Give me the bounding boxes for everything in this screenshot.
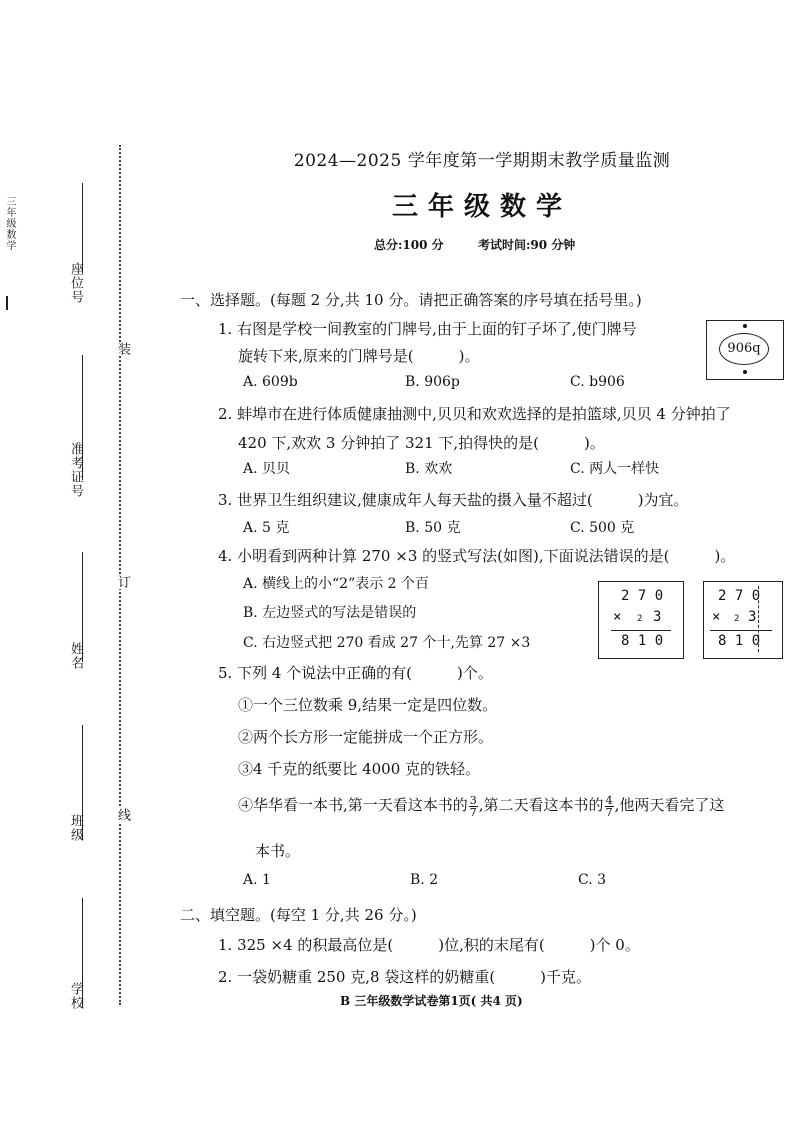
- vertical-calc-right: [703, 581, 783, 659]
- s2-q2: 2. 一袋奶糖重 250 克,8 袋这样的奶糖重( )千克。: [218, 968, 592, 986]
- subject-title: 三年级数学: [391, 192, 572, 222]
- seat-label: 座位号: [68, 262, 83, 304]
- frac2-denominator: 7: [605, 805, 613, 819]
- frac2-numerator: 4: [605, 793, 613, 807]
- class-label: 班级: [68, 814, 83, 842]
- q5-option-a: A. 1: [243, 872, 271, 888]
- ticket-label: 准考证号: [68, 442, 83, 498]
- binding-mark-xian: 线: [115, 808, 130, 822]
- calc-right-product: 8 1 0: [718, 633, 761, 649]
- calc-left-multiplicand: 2 7 0: [621, 588, 664, 604]
- frac1-numerator: 3: [469, 793, 477, 807]
- q5-statement-4: [238, 794, 724, 818]
- calc-right-carry: 2: [734, 614, 740, 624]
- fraction-4-7: [605, 795, 614, 818]
- binding-mark-zhuang: 装: [115, 342, 130, 356]
- q5-statement-1: ①一个三位数乘 9,结果一定是四位数。: [238, 696, 498, 714]
- binding-mark-ding: 订: [115, 575, 130, 589]
- q3-line1: 3. 世界卫生组织建议,健康成年人每天盐的摄入量不超过( )为宜。: [218, 491, 689, 509]
- calc-left-rule: [611, 630, 671, 631]
- q2-option-b: B. 欢欢: [405, 461, 453, 477]
- calc-left-times: ×: [613, 609, 622, 625]
- q1-option-c: C. b906: [570, 374, 625, 390]
- calc-right-multiplicand: 2 7 0: [718, 588, 761, 604]
- door-plate-figure: [706, 320, 784, 380]
- fraction-3-7: [469, 795, 478, 818]
- q3-option-a: A. 5 克: [243, 520, 290, 536]
- q4-option-a: A. 横线上的小“2”表示 2 个百: [243, 576, 430, 592]
- page-footer: B 三年级数学试卷第1页( 共4 页): [340, 994, 523, 1008]
- q5-s4-part1: ④华华看一本书,第一天看这本书的: [238, 796, 468, 814]
- q1-option-b: B. 906p: [405, 374, 460, 390]
- q5-option-c: C. 3: [578, 872, 607, 888]
- q5-s4-part3: ,他两天看完了这: [614, 796, 725, 814]
- q5-statement-2: ②两个长方形一定能拼成一个正方形。: [238, 728, 494, 746]
- name-label: 姓名: [68, 642, 83, 670]
- s2-q1: 1. 325 ×4 的积最高位是( )位,积的末尾有( )个 0。: [218, 936, 640, 954]
- nail-dot-top: [743, 324, 747, 328]
- calc-left-multiplier: 3: [653, 609, 662, 625]
- q5-statement-4-line2: 本书。: [255, 842, 301, 860]
- exam-title: 2024—2025 学年度第一学期期末教学质量监测: [293, 151, 671, 171]
- section2-heading: 二、填空题。(每空 1 分,共 26 分。): [180, 906, 417, 924]
- frac1-denominator: 7: [469, 805, 477, 819]
- school-label: 学校: [68, 982, 83, 1010]
- q4-line1: 4. 小明看到两种计算 270 ×3 的竖式写法(如图),下面说法错误的是( )。: [218, 547, 736, 565]
- calc-right-times: ×: [712, 609, 721, 625]
- q4-option-c: C. 右边竖式把 270 看成 27 个十,先算 27 ×3: [243, 635, 531, 651]
- calc-left-product: 8 1 0: [621, 633, 664, 649]
- q2-line1: 2. 蚌埠市在进行体质健康抽测中,贝贝和欢欢选择的是拍篮球,贝贝 4 分钟拍了: [218, 405, 731, 423]
- q1-option-a: A. 609b: [243, 374, 298, 390]
- total-score: 总分:100 分: [374, 238, 444, 252]
- q5-option-b: B. 2: [410, 872, 439, 888]
- edge-subject-label: 三年级数学: [4, 196, 15, 251]
- q4-option-b: B. 左边竖式的写法是错误的: [243, 605, 417, 621]
- q3-option-c: C. 500 克: [570, 520, 635, 536]
- edge-mark: [6, 296, 8, 310]
- vertical-calc-left: [598, 581, 684, 659]
- q2-option-a: A. 贝贝: [243, 461, 291, 477]
- nail-dot-bottom: [743, 370, 747, 374]
- calc-right-divider: [758, 586, 759, 652]
- q3-option-b: B. 50 克: [405, 520, 461, 536]
- calc-right-rule: [710, 630, 772, 631]
- calc-right-multiplier: 3: [748, 609, 757, 625]
- q5-s4-part2: ,第二天看这本书的: [478, 796, 604, 814]
- q2-option-c: C. 两人一样快: [570, 461, 660, 477]
- q1-line1: 1. 右图是学校一间教室的门牌号,由于上面的钉子坏了,使门牌号: [218, 320, 637, 338]
- q2-line2: 420 下,欢欢 3 分钟拍了 321 下,拍得快的是( )。: [238, 434, 605, 452]
- q1-line2: 旋转下来,原来的门牌号是( )。: [238, 347, 480, 365]
- calc-left-carry: 2: [637, 614, 643, 624]
- q5-statement-3: ③4 千克的纸要比 4000 克的铁轻。: [238, 760, 481, 778]
- q5-line1: 5. 下列 4 个说法中正确的有( )个。: [218, 664, 493, 682]
- section1-heading: 一、选择题。(每题 2 分,共 10 分。请把正确答案的序号填在括号里。): [180, 291, 642, 309]
- door-number: 906q: [719, 333, 769, 365]
- exam-time: 考试时间:90 分钟: [478, 238, 576, 252]
